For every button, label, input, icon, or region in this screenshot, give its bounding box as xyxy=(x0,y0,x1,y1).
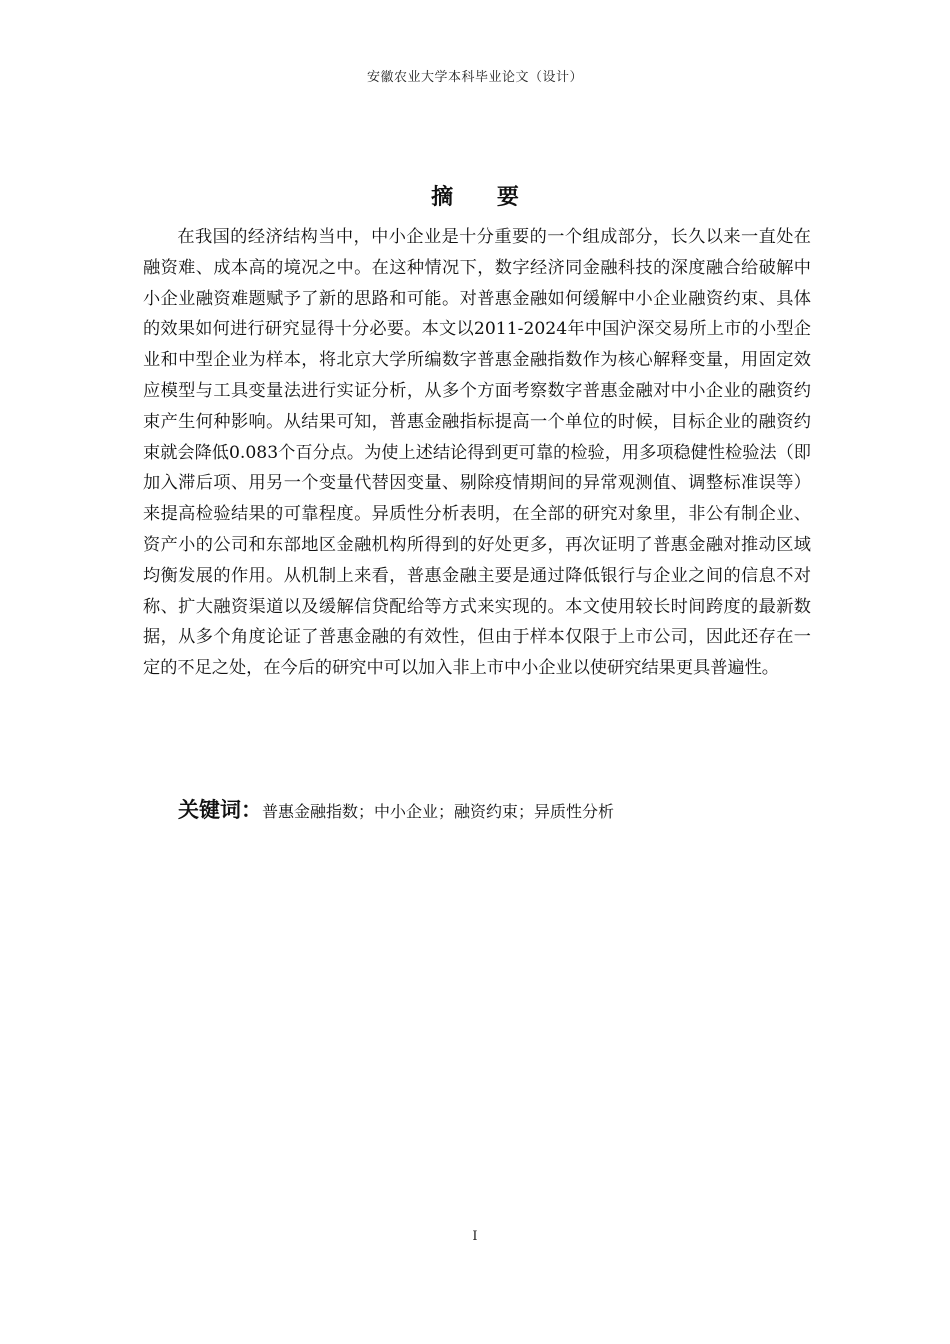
keywords-text: 普惠金融指数；中小企业；融资约束；异质性分析 xyxy=(262,802,615,821)
keywords-line xyxy=(178,795,818,827)
running-header: 安徽农业大学本科毕业论文（设计） xyxy=(366,70,583,85)
keywords-label: 关键词： xyxy=(178,798,262,822)
page-number: I xyxy=(472,1229,478,1244)
abstract-body: 在我国的经济结构当中，中小企业是十分重要的一个组成部分，长久以来一直处在融资难、成本高的境况之中。在这种情况下，数字经济同金融科技的深度融合给破解中小企业融资难题赋予了新的思路和可能。对普惠金融如何缓解中小企业融资约束、具体的效果如何进行研究显得十分必要。本文以2011-2024年中国沪深交易所上市的小型企业和中型企业为样本，将北京大学所编数字普惠金融指数作为核心解释变量，用固定效应模型与工具变量法进行实证分析，从多个方面考察数字普惠金融对中小企业的融资约束产生何种影响。从结果可知，普惠金融指标提高一个单位的时候，目标企业的融资约束就会降低0.083个百分点。为使上述结论得到更可靠的检验，用多项稳健性检验法（即加入滞后项、用另一个变量代替因变量、剔除疫情期间的异常观测值、调整标准误等）来提高检验结果的可靠程度。异质性分析表明，在全部的研究对象里，非公有制企业、资产小的公司和东部地区金融机构所得到的好处更多，再次证明了普惠金融对推动区域均衡发展的作用。从机制上来看，普惠金融主要是通过降低银行与企业之间的信息不对称、扩大融资渠道以及缓解信贷配给等方式来实现的。本文使用较长时间跨度的最新数据，从多个角度论证了普惠金融的有效性，但由于样本仅限于上市公司，因此还存在一定的不足之处，在今后的研究中可以加入非上市中小企业以使研究结果更具普遍性。 xyxy=(143,227,811,679)
abstract-title: 摘 要 xyxy=(431,184,537,210)
